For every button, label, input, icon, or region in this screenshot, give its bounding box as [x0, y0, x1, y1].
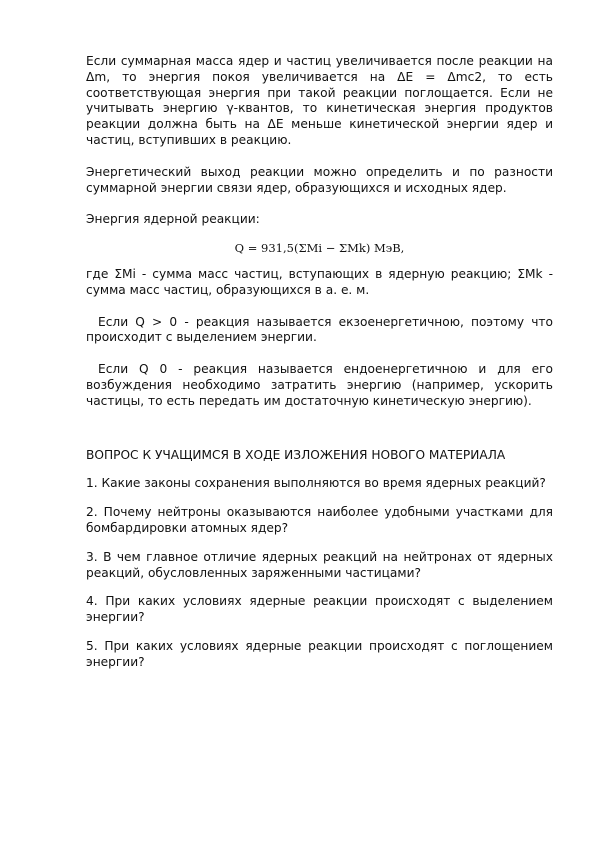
document-body	[86, 54, 553, 671]
paragraph-reaction-energy-label: Энергия ядерной реакции:	[86, 212, 260, 227]
question-item: 1. Какие законы сохранения выполняются во время ядерных реакций?	[86, 476, 546, 491]
question-item: 2. Почему нейтроны оказываются наиболее удобными участками для бомбардировки атомных ядер?	[86, 505, 553, 535]
question-item: 4. При каких условиях ядерные реакции происходят с выделением энергии?	[86, 594, 553, 625]
paragraph-energy-yield: Энергетический выход реакции можно определить и по разности суммарной энергии связи ядер, образующихся и исходных ядер.	[86, 164, 553, 195]
paragraph-mass-increase: Если суммарная масса ядер и частиц увеличивается после реакции на Δm, то энергия покоя увеличивается на ΔE = Δmc2, то есть соответствующая энергия при такой реакции поглощается. Если не учитывать энергию γ-квантов, то кинетическая энергия продуктов реакции должна быть на ΔE меньше кинетической энергии ядер и частиц, вступивших в реакцию.	[86, 54, 553, 147]
paragraph-endoenergetic: Если Q 0 - реакция называется ендоенергетичною и для его возбуждения необходимо затратить энергию (например, ускорить частицы, то есть передать им достаточную кинетическую энергию).	[86, 362, 553, 408]
question-item: 3. В чем главное отличие ядерных реакций на нейтронах от ядерных реакций, обусловленных заряженными частицами?	[86, 549, 553, 580]
reaction-energy-formula: Q = 931,5(ΣMi − ΣMk) МэВ,	[234, 241, 405, 256]
section-heading: ВОПРОС К УЧАЩИМСЯ В ХОДЕ ИЗЛОЖЕНИЯ НОВОГО МАТЕРИАЛА	[86, 447, 506, 462]
paragraph-exoenergetic: Если Q > 0 - реакция называется екзоенергетичною, поэтому что происходит с выделением энергии.	[86, 314, 553, 345]
paragraph-formula-legend: где ΣMi - сумма масс частиц, вступающих в ядерную реакцию; ΣMk - сумма масс частиц, образующихся в а. е. м.	[86, 266, 553, 297]
question-item: 5. При каких условиях ядерные реакции происходят с поглощением энергии?	[86, 638, 553, 669]
